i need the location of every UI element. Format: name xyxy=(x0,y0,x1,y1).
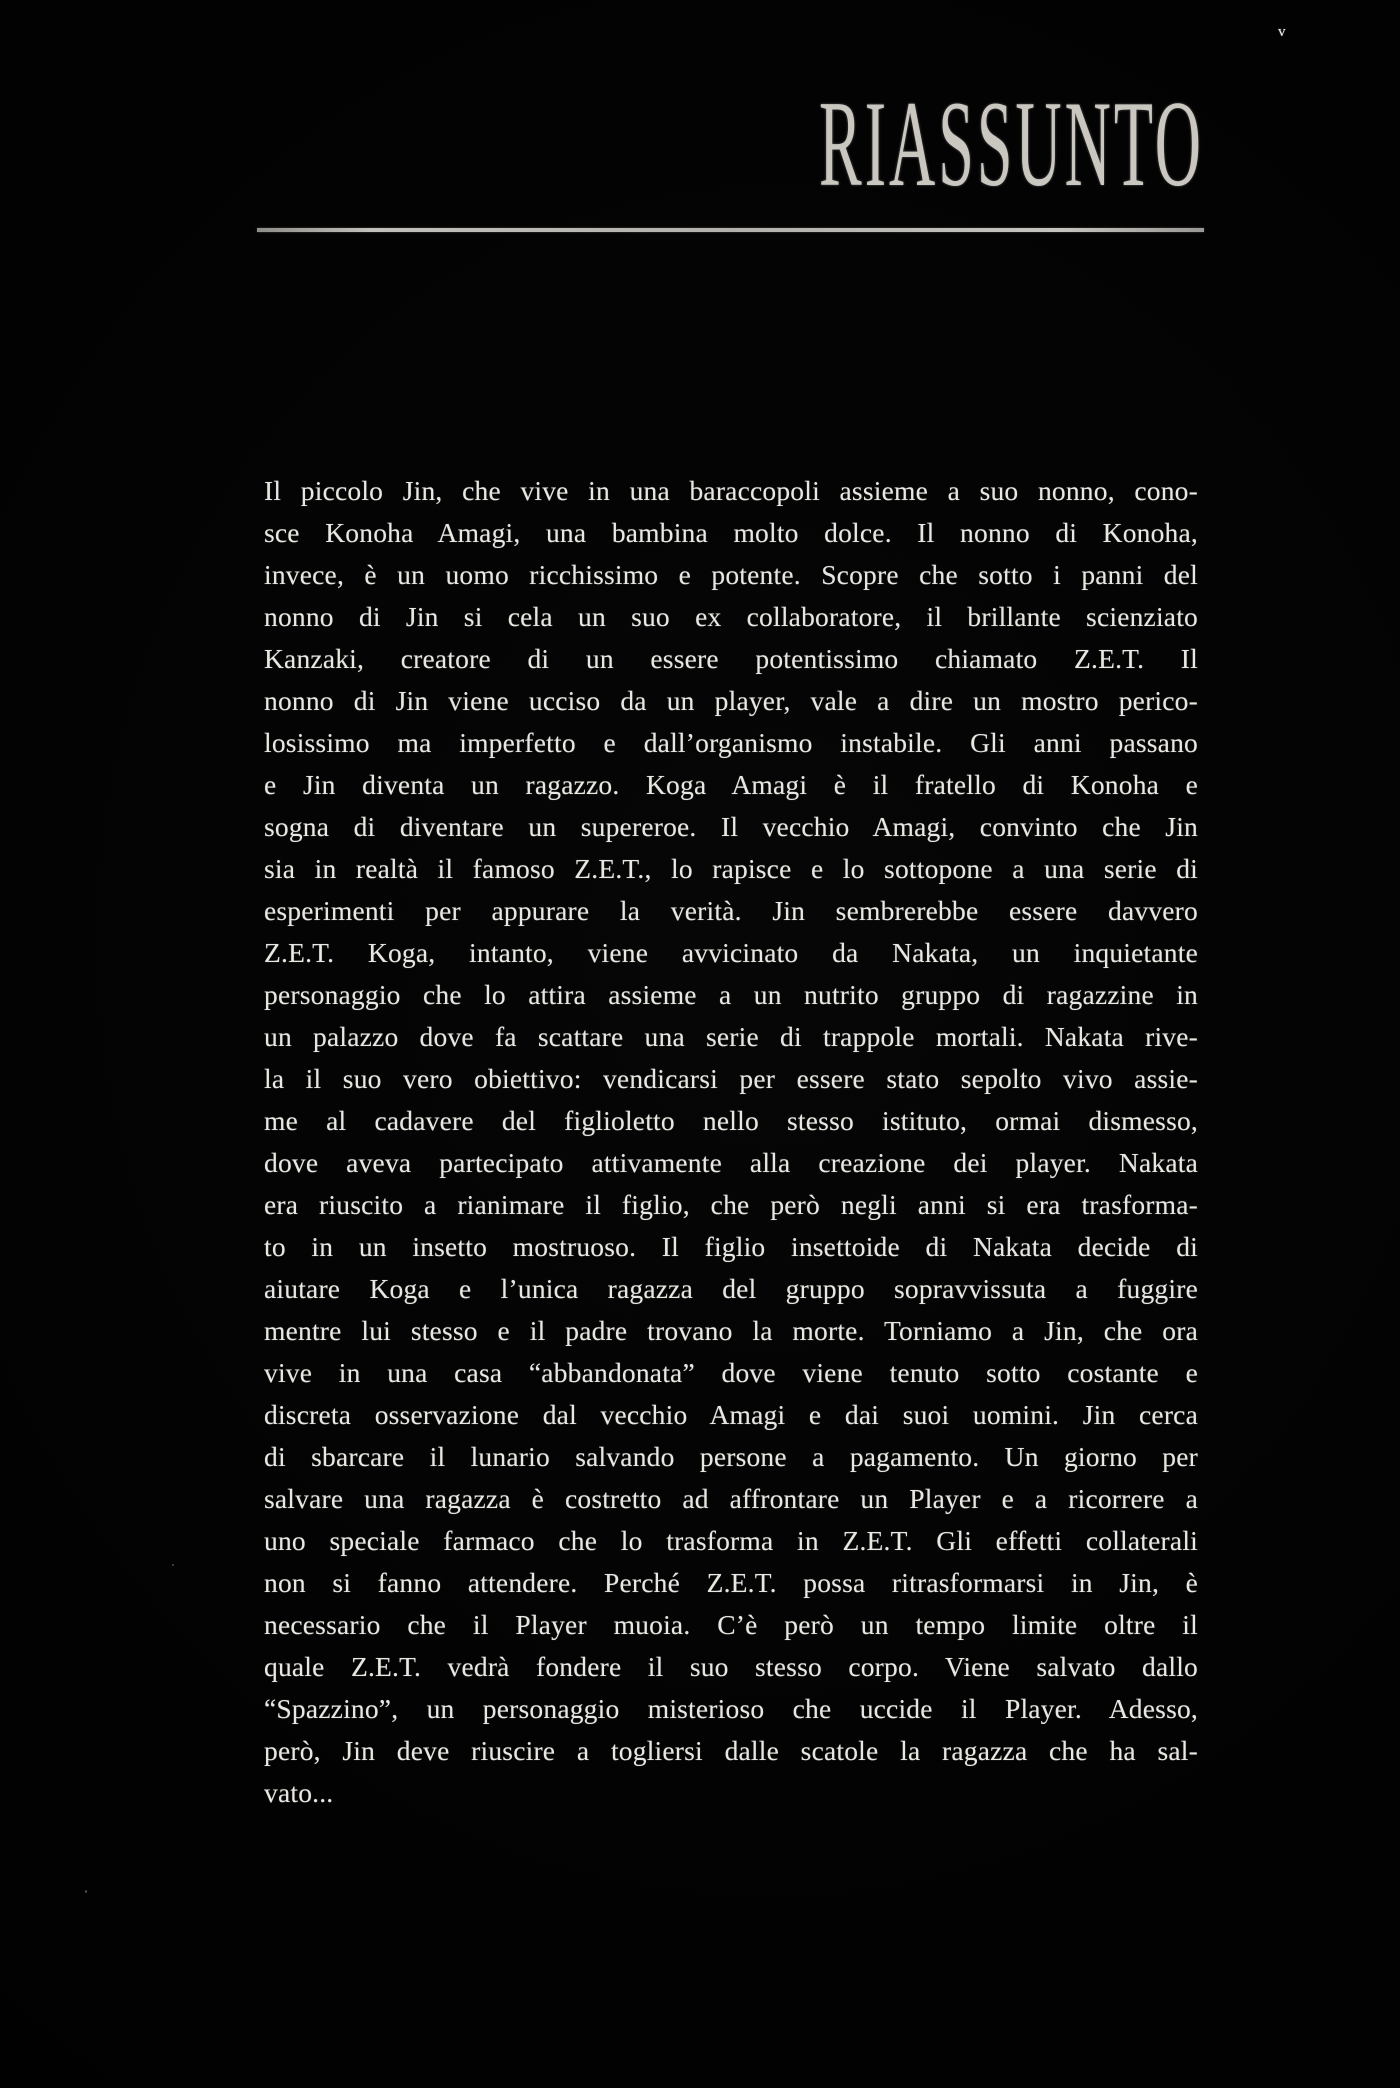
text-line: Il piccolo Jin, che vive in una baraccopoli assieme a suo nonno, cono- xyxy=(264,475,1198,506)
text-line: vive in una casa “abbandonata” dove viene tenuto sotto costante e xyxy=(264,1357,1198,1388)
text-line: era riuscito a rianimare il figlio, che però negli anni si era trasforma- xyxy=(264,1189,1198,1220)
text-line: mentre lui stesso e il padre trovano la morte. Torniamo a Jin, che ora xyxy=(264,1315,1198,1346)
text-line: e Jin diventa un ragazzo. Koga Amagi è il fratello di Konoha e xyxy=(264,769,1198,800)
text-line: però, Jin deve riuscire a togliersi dalle scatole la ragazza che ha sal- xyxy=(264,1735,1198,1766)
text-line: esperimenti per appurare la verità. Jin sembrerebbe essere davvero xyxy=(264,895,1198,926)
text-line: me al cadavere del figlioletto nello stesso istituto, ormai dismesso, xyxy=(264,1105,1198,1136)
text-line: Kanzaki, creatore di un essere potentissimo chiamato Z.E.T. Il xyxy=(264,643,1198,674)
text-line: aiutare Koga e l’unica ragazza del gruppo sopravvissuta a fuggire xyxy=(264,1273,1198,1304)
text-line: invece, è un uomo ricchissimo e potente. Scopre che sotto i panni del xyxy=(264,559,1198,590)
text-line: losissimo ma imperfetto e dall’organismo instabile. Gli anni passano xyxy=(264,727,1198,758)
text-line: personaggio che lo attira assieme a un nutrito gruppo di ragazzine in xyxy=(264,979,1198,1010)
text-line: vato... xyxy=(264,1777,334,1808)
text-line: nonno di Jin viene ucciso da un player, vale a dire un mostro perico- xyxy=(264,685,1198,716)
text-line: salvare una ragazza è costretto ad affrontare un Player e a ricorrere a xyxy=(264,1483,1198,1514)
scan-speck xyxy=(85,1890,87,1893)
text-line: necessario che il Player muoia. C’è però un tempo limite oltre il xyxy=(264,1609,1198,1640)
text-line: Z.E.T. Koga, intanto, viene avvicinato da Nakata, un inquietante xyxy=(264,937,1198,968)
text-line: dove aveva partecipato attivamente alla creazione dei player. Nakata xyxy=(264,1147,1198,1178)
text-line: non si fanno attendere. Perché Z.E.T. possa ritrasformarsi in Jin, è xyxy=(264,1567,1198,1598)
scan-speck xyxy=(172,1564,174,1566)
text-line: discreta osservazione dal vecchio Amagi e dai suoi uomini. Jin cerca xyxy=(264,1399,1198,1430)
text-line: sce Konoha Amagi, una bambina molto dolce. Il nonno di Konoha, xyxy=(264,517,1198,548)
text-line: to in un insetto mostruoso. Il figlio insettoide di Nakata decide di xyxy=(264,1231,1198,1262)
text-line: sia in realtà il famoso Z.E.T., lo rapisce e lo sottopone a una serie di xyxy=(264,853,1198,884)
text-line: “Spazzino”, un personaggio misterioso che uccide il Player. Adesso, xyxy=(264,1693,1198,1724)
text-line: sogna di diventare un supereroe. Il vecchio Amagi, convinto che Jin xyxy=(264,811,1198,842)
summary-paragraph xyxy=(264,470,1198,1814)
page-title: RIASSUNTO xyxy=(819,75,1204,212)
text-line: la il suo vero obiettivo: vendicarsi per essere stato sepolto vivo assie- xyxy=(264,1063,1198,1094)
title-divider-rule xyxy=(257,228,1204,232)
text-line: di sbarcare il lunario salvando persone a pagamento. Un giorno per xyxy=(264,1441,1198,1472)
scan-artifact-mark: v xyxy=(1278,24,1286,40)
text-line: uno speciale farmaco che lo trasforma in Z.E.T. Gli effetti collaterali xyxy=(264,1525,1198,1556)
text-line: quale Z.E.T. vedrà fondere il suo stesso corpo. Viene salvato dallo xyxy=(264,1651,1198,1682)
text-line: un palazzo dove fa scattare una serie di trappole mortali. Nakata rive- xyxy=(264,1021,1198,1052)
text-line: nonno di Jin si cela un suo ex collaboratore, il brillante scienziato xyxy=(264,601,1198,632)
